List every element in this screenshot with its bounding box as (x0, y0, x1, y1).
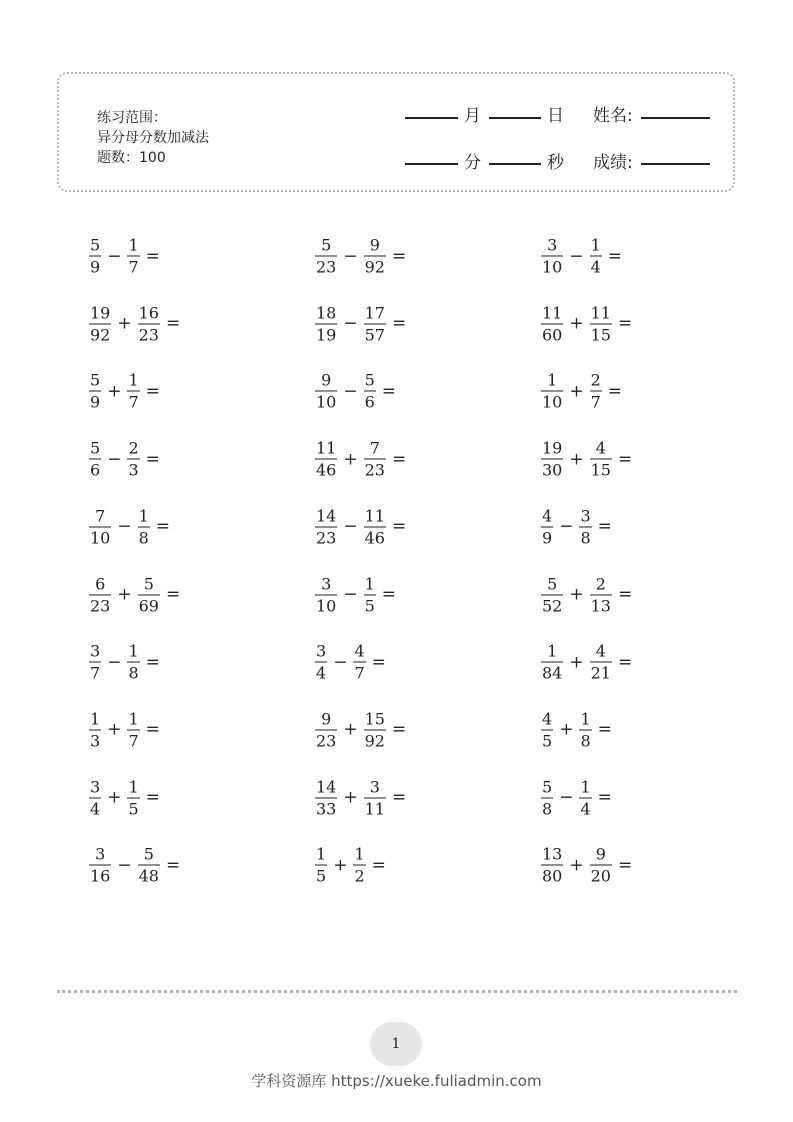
numerator: 3 (316, 641, 327, 661)
numerator: 11 (542, 303, 563, 323)
denominator: 5 (542, 731, 553, 751)
denominator: 9 (542, 528, 553, 548)
denominator: 80 (542, 866, 563, 886)
denominator: 92 (90, 325, 111, 345)
second-fraction (127, 708, 139, 751)
problem-item (314, 776, 406, 819)
problem-item (540, 708, 612, 751)
first-fraction (89, 302, 111, 345)
denominator: 4 (316, 663, 327, 683)
denominator: 5 (128, 799, 139, 819)
second-fraction (127, 370, 139, 413)
numerator: 19 (90, 303, 111, 323)
denominator: 10 (316, 392, 337, 412)
second-fraction (590, 438, 612, 481)
second-fraction (579, 708, 591, 751)
problem-item (88, 573, 180, 616)
operator-sign: − (569, 246, 584, 266)
second-fraction (590, 302, 612, 345)
numerator: 4 (354, 641, 365, 661)
numerator: 14 (316, 777, 337, 797)
numerator: 5 (364, 370, 375, 390)
second-fraction (364, 505, 386, 548)
denominator: 7 (128, 392, 139, 412)
equals-sign: = (381, 584, 397, 605)
equals-sign: = (391, 449, 407, 470)
page-number: 1 (391, 1036, 401, 1052)
operator-sign: + (569, 449, 584, 470)
operator-sign: − (343, 313, 358, 334)
first-fraction (89, 708, 101, 751)
numerator: 9 (321, 709, 332, 729)
numerator: 3 (580, 506, 591, 526)
denominator: 8 (580, 731, 591, 751)
second-fraction (138, 573, 160, 616)
second-fraction (590, 235, 602, 278)
first-fraction (315, 708, 337, 751)
numerator: 7 (369, 438, 380, 458)
denominator: 92 (364, 731, 385, 751)
numerator: 1 (128, 235, 139, 255)
numerator: 1 (128, 370, 139, 390)
denominator: 3 (128, 460, 139, 480)
numerator: 5 (547, 574, 558, 593)
first-fraction (315, 641, 327, 684)
denominator: 7 (128, 257, 139, 277)
month-label: 月 (464, 106, 481, 126)
second-fraction (127, 641, 139, 684)
numerator: 11 (590, 303, 611, 323)
operator-sign: + (569, 381, 584, 402)
equals-sign: = (155, 516, 171, 537)
operator-sign: + (343, 449, 358, 470)
denominator: 23 (316, 731, 337, 751)
equals-sign: = (391, 787, 407, 808)
second-fraction (353, 844, 365, 887)
problem-item (88, 505, 170, 548)
second-fraction (127, 438, 139, 481)
operator-sign: + (343, 719, 358, 740)
site-footer-text: 学科资源库 https://xueke.fuliadmin.com (251, 1072, 542, 1090)
problem-item (540, 302, 632, 345)
denominator: 60 (542, 325, 563, 345)
denominator: 19 (316, 325, 337, 345)
numerator: 16 (138, 303, 159, 323)
equals-sign: = (145, 381, 160, 402)
numerator: 1 (354, 844, 365, 864)
denominator: 69 (138, 596, 159, 615)
problem-item (540, 438, 632, 481)
second-fraction (364, 708, 386, 751)
numerator: 5 (90, 438, 101, 458)
problem-item (540, 235, 622, 278)
second-fraction (138, 505, 150, 548)
first-fraction (315, 235, 337, 278)
equals-sign: = (381, 381, 397, 402)
first-fraction (89, 235, 101, 278)
equals-sign: = (145, 719, 160, 740)
problem-item (540, 844, 632, 887)
numerator: 18 (316, 303, 337, 323)
equals-sign: = (371, 652, 386, 673)
first-fraction (89, 438, 101, 481)
operator-sign: − (107, 246, 122, 266)
denominator: 9 (90, 257, 101, 277)
denominator: 33 (316, 799, 337, 819)
numerator: 3 (547, 235, 558, 255)
second-fraction (364, 302, 386, 345)
denominator: 21 (590, 663, 611, 683)
operator-sign: − (107, 449, 122, 470)
problem-item (314, 505, 406, 548)
second-fraction (590, 844, 612, 887)
day-label: 日 (547, 106, 564, 126)
numerator: 5 (90, 235, 101, 255)
problem-item (88, 641, 160, 684)
equals-sign: = (597, 516, 612, 537)
numerator: 1 (547, 370, 558, 390)
equals-sign: = (391, 516, 407, 537)
equals-sign: = (145, 652, 160, 673)
first-fraction (315, 302, 337, 345)
problem-item (540, 641, 632, 684)
first-fraction (541, 844, 563, 887)
numerator: 1 (580, 777, 591, 797)
denominator: 10 (542, 392, 563, 412)
problem-item (88, 776, 160, 819)
second-fraction (127, 776, 139, 819)
numerator: 9 (369, 235, 380, 255)
operator-sign: − (333, 652, 348, 673)
operator-sign: + (107, 381, 122, 402)
denominator: 2 (354, 866, 365, 886)
numerator: 3 (95, 844, 106, 864)
second-fraction (364, 776, 386, 819)
problem-item (314, 708, 406, 751)
equals-sign: = (165, 584, 181, 605)
denominator: 8 (580, 528, 591, 548)
problem-item (88, 844, 180, 887)
denominator: 57 (364, 325, 385, 345)
denominator: 4 (580, 799, 591, 819)
numerator: 1 (316, 844, 327, 864)
numerator: 15 (364, 709, 385, 729)
denominator: 10 (90, 528, 111, 548)
numerator: 4 (595, 641, 606, 661)
equals-sign: = (617, 584, 633, 605)
first-fraction (315, 505, 337, 548)
first-fraction (541, 370, 563, 413)
first-fraction (541, 505, 553, 548)
denominator: 46 (364, 528, 385, 548)
first-fraction (541, 708, 553, 751)
denominator: 6 (364, 392, 375, 412)
operator-sign: + (333, 855, 348, 876)
numerator: 6 (95, 574, 106, 593)
equals-sign: = (597, 787, 612, 808)
denominator: 48 (138, 866, 159, 886)
equals-sign: = (617, 449, 633, 470)
denominator: 52 (542, 596, 563, 615)
equals-sign: = (617, 652, 633, 673)
operator-sign: − (343, 246, 358, 266)
second-fraction (579, 776, 591, 819)
operator-sign: + (559, 719, 574, 740)
first-fraction (541, 776, 553, 819)
operator-sign: − (343, 516, 358, 537)
equals-sign: = (597, 719, 612, 740)
topic-text: 异分母分数加减法 (97, 130, 209, 146)
denominator: 23 (364, 460, 385, 480)
first-fraction (89, 505, 111, 548)
numerator: 13 (542, 844, 563, 864)
denominator: 92 (364, 257, 385, 277)
problem-item (88, 438, 160, 481)
problem-item (314, 370, 396, 413)
problem-item (540, 505, 612, 548)
numerator: 4 (542, 709, 553, 729)
denominator: 7 (354, 663, 365, 683)
first-fraction (541, 641, 563, 684)
denominator: 7 (90, 663, 101, 683)
first-fraction (315, 438, 337, 481)
problem-item (314, 438, 406, 481)
second-fraction (590, 370, 602, 413)
numerator: 3 (369, 777, 380, 797)
problem-item (540, 776, 612, 819)
first-fraction (541, 235, 563, 278)
numerator: 1 (128, 709, 139, 729)
denominator: 15 (590, 460, 611, 480)
second-fraction (364, 438, 386, 481)
denominator: 10 (316, 596, 337, 615)
problem-item (314, 302, 406, 345)
equals-sign: = (391, 313, 407, 334)
equals-sign: = (165, 313, 181, 334)
practice-range-label: 练习范围： (97, 110, 167, 126)
operator-sign: + (569, 584, 584, 605)
numerator: 1 (90, 709, 101, 729)
problem-item (88, 708, 160, 751)
numerator: 9 (321, 370, 332, 390)
numerator: 1 (580, 709, 591, 729)
denominator: 11 (364, 799, 385, 819)
second-fraction (138, 302, 160, 345)
operator-sign: + (117, 584, 132, 605)
numerator: 4 (542, 506, 553, 526)
numerator: 2 (128, 438, 139, 458)
name-label: 姓名: (593, 106, 633, 126)
first-fraction (89, 370, 101, 413)
denominator: 23 (90, 596, 111, 615)
denominator: 7 (590, 392, 601, 412)
score-label: 成绩: (593, 153, 633, 173)
denominator: 3 (90, 731, 101, 751)
second-fraction (364, 573, 376, 616)
denominator: 6 (90, 460, 101, 480)
equals-sign: = (391, 246, 407, 266)
equals-sign: = (145, 787, 160, 808)
operator-sign: − (117, 855, 132, 876)
operator-sign: + (569, 313, 584, 334)
equals-sign: = (607, 381, 623, 402)
first-fraction (541, 302, 563, 345)
first-fraction (89, 573, 111, 616)
problem-item (314, 844, 386, 887)
numerator: 9 (595, 844, 606, 864)
second-fraction (590, 641, 612, 684)
problem-item (314, 235, 406, 278)
denominator: 84 (542, 663, 563, 683)
denominator: 13 (590, 596, 611, 615)
problem-item (314, 573, 396, 616)
problem-item (88, 370, 160, 413)
equals-sign: = (391, 719, 407, 740)
problem-item (540, 573, 632, 616)
operator-sign: − (343, 381, 358, 402)
first-fraction (541, 573, 563, 616)
problem-item (540, 370, 622, 413)
second-fraction (353, 641, 365, 684)
numerator: 3 (321, 574, 332, 593)
numerator: 1 (138, 506, 149, 526)
problem-item (314, 641, 386, 684)
first-fraction (541, 438, 563, 481)
denominator: 30 (542, 460, 563, 480)
operator-sign: − (343, 584, 358, 605)
numerator: 1 (547, 641, 558, 661)
operator-sign: − (559, 787, 574, 808)
numerator: 5 (143, 574, 154, 593)
numerator: 4 (595, 438, 606, 458)
operator-sign: + (569, 652, 584, 673)
equals-sign: = (371, 855, 386, 876)
equals-sign: = (145, 449, 160, 470)
first-fraction (89, 776, 101, 819)
first-fraction (315, 370, 337, 413)
numerator: 14 (316, 506, 337, 526)
denominator: 8 (542, 799, 553, 819)
denominator: 46 (316, 460, 337, 480)
denominator: 23 (316, 257, 337, 277)
denominator: 23 (138, 325, 159, 345)
denominator: 16 (90, 866, 111, 886)
first-fraction (315, 844, 327, 887)
numerator: 5 (542, 777, 553, 797)
operator-sign: − (107, 652, 122, 673)
problem-count: 题数：100 (97, 150, 166, 166)
first-fraction (89, 641, 101, 684)
second-fraction (364, 370, 376, 413)
second-label: 秒 (547, 153, 564, 173)
equals-sign: = (617, 313, 633, 334)
denominator: 4 (590, 257, 601, 277)
numerator: 11 (364, 506, 385, 526)
numerator: 3 (90, 777, 101, 797)
denominator: 9 (90, 392, 101, 412)
denominator: 20 (590, 866, 611, 886)
first-fraction (89, 844, 111, 887)
minute-label: 分 (464, 153, 481, 173)
equals-sign: = (607, 246, 623, 266)
footer-divider (57, 990, 737, 993)
operator-sign: + (107, 719, 122, 740)
numerator: 1 (364, 574, 375, 593)
numerator: 5 (143, 844, 154, 864)
problem-item (88, 235, 160, 278)
numerator: 7 (95, 506, 106, 526)
denominator: 5 (364, 596, 375, 615)
first-fraction (315, 776, 337, 819)
operator-sign: + (117, 313, 132, 334)
operator-sign: + (107, 787, 122, 808)
problem-item (88, 302, 180, 345)
numerator: 5 (321, 235, 332, 255)
numerator: 2 (590, 370, 601, 390)
numerator: 1 (128, 777, 139, 797)
numerator: 1 (128, 641, 139, 661)
second-fraction (138, 844, 160, 887)
equals-sign: = (617, 855, 633, 876)
operator-sign: − (559, 516, 574, 537)
denominator: 15 (590, 325, 611, 345)
first-fraction (315, 573, 337, 616)
second-fraction (590, 573, 612, 616)
page-number-badge (370, 1022, 422, 1066)
second-fraction (579, 505, 591, 548)
second-fraction (127, 235, 139, 278)
numerator: 11 (316, 438, 337, 458)
numerator: 5 (90, 370, 101, 390)
denominator: 8 (138, 528, 149, 548)
denominator: 7 (128, 731, 139, 751)
operator-sign: + (343, 787, 358, 808)
numerator: 17 (364, 303, 385, 323)
numerator: 19 (542, 438, 563, 458)
denominator: 10 (542, 257, 563, 277)
equals-sign: = (165, 855, 181, 876)
operator-sign: + (569, 855, 584, 876)
denominator: 5 (316, 866, 327, 886)
numerator: 3 (90, 641, 101, 661)
equals-sign: = (145, 246, 160, 266)
numerator: 2 (595, 574, 606, 593)
operator-sign: − (117, 516, 132, 537)
denominator: 4 (90, 799, 101, 819)
denominator: 23 (316, 528, 337, 548)
second-fraction (364, 235, 386, 278)
denominator: 8 (128, 663, 139, 683)
numerator: 1 (590, 235, 601, 255)
